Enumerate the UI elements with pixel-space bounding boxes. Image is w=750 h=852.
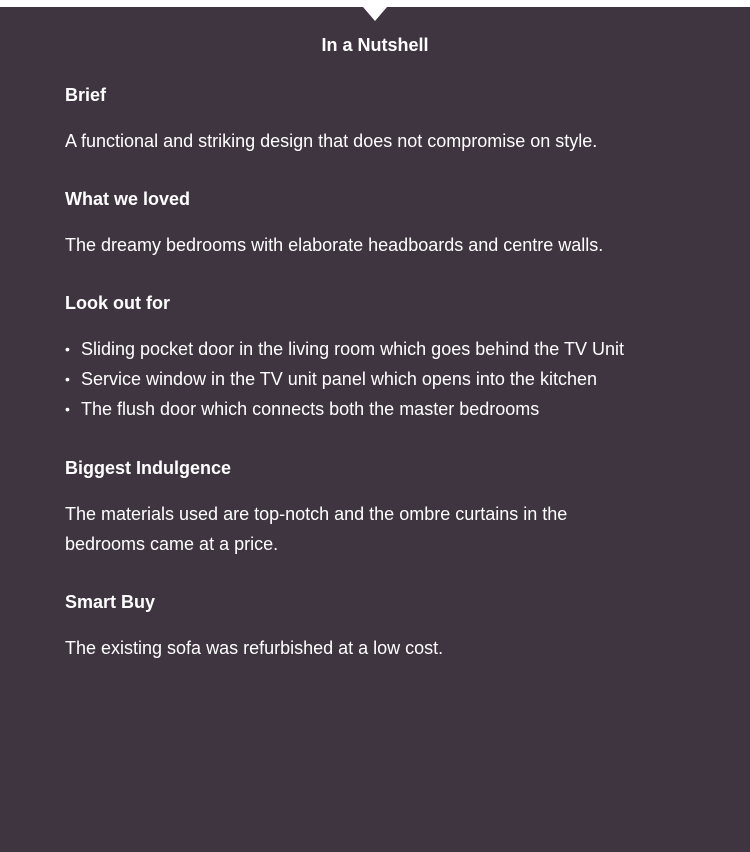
bullet-icon: • xyxy=(65,341,70,357)
bullet-icon: • xyxy=(65,371,70,387)
list-item xyxy=(65,394,705,424)
indulgence-heading: Biggest Indulgence xyxy=(65,458,232,478)
lookout-list xyxy=(65,334,705,424)
list-item xyxy=(65,364,705,394)
smartbuy-text: The existing sofa was refurbished at a low cost. xyxy=(65,638,444,658)
loved-heading: What we loved xyxy=(65,189,191,209)
nutshell-card xyxy=(0,7,750,852)
brief-text: A functional and striking design that does not compromise on style. xyxy=(65,131,598,151)
list-item-text: Service window in the TV unit panel which opens into the kitchen xyxy=(81,369,597,389)
list-item-text: The flush door which connects both the master bedrooms xyxy=(81,399,540,419)
indulgence-text-line1: The materials used are top-notch and the ombre curtains in the xyxy=(65,504,568,524)
list-item-text: Sliding pocket door in the living room which goes behind the TV Unit xyxy=(81,339,624,359)
nutshell-content xyxy=(65,84,705,663)
card-title: In a Nutshell xyxy=(321,35,429,55)
loved-text: The dreamy bedrooms with elaborate headboards and centre walls. xyxy=(65,235,604,255)
smartbuy-heading: Smart Buy xyxy=(65,592,156,612)
lookout-heading: Look out for xyxy=(65,293,170,313)
bullet-icon: • xyxy=(65,401,70,417)
indulgence-text-line2: bedrooms came at a price. xyxy=(65,534,279,554)
list-item xyxy=(65,334,705,364)
brief-heading: Brief xyxy=(65,85,107,105)
pointer-notch xyxy=(363,7,387,21)
